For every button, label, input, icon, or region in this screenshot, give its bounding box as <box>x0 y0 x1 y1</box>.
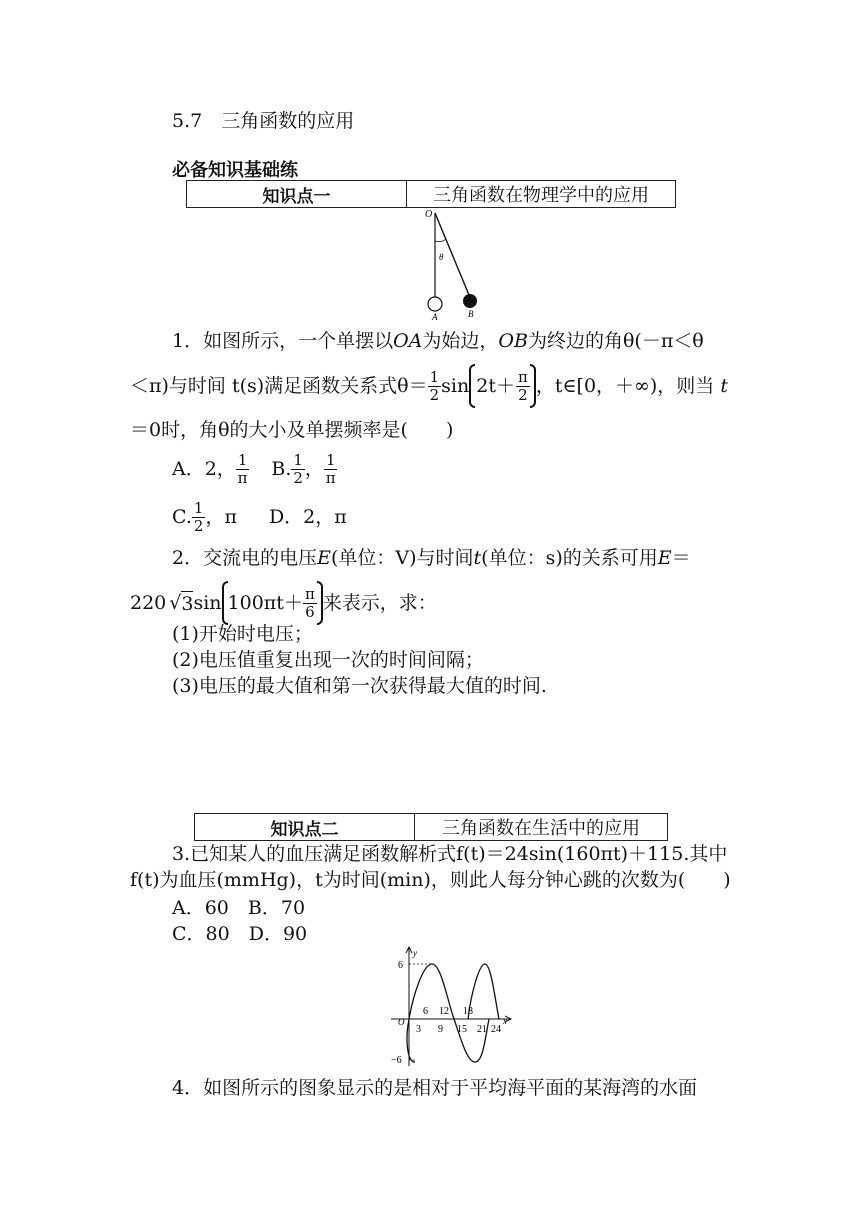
q1-left-paren <box>469 364 475 408</box>
q2-line1: 2．交流电的电压E(单位：V)与时间t(单位：s)的关系可用E＝ <box>172 547 691 569</box>
q1-line1: 1．如图所示，一个单摆以OA为始边，OB为终边的角θ(－π＜θ <box>172 330 704 352</box>
q1-half-fraction: $\frac{1}{2}$ <box>429 367 440 404</box>
q3-line1: 3.已知某人的血压满足函数解析式f(t)＝24sin(160πt)＋115.其中 <box>172 843 728 865</box>
wave-lower-tick: 9 <box>438 1024 443 1035</box>
tide-wave-figure <box>385 944 525 1069</box>
q1-option-c: C. <box>172 506 192 528</box>
pendulum-label-a: A <box>432 312 438 321</box>
section-title: 5.7 三角函数的应用 <box>172 110 355 132</box>
knowledge-topic-2: 三角函数在生活中的应用 <box>442 818 640 839</box>
knowledge-topic-1: 三角函数在物理学中的应用 <box>433 185 649 206</box>
wave-axis-x: x <box>503 1016 507 1026</box>
wave-origin: O <box>398 1017 405 1027</box>
q1-option-d: D．2，π <box>268 506 347 528</box>
q2-pi-over-6: $\frac{\pi}{6}$ <box>304 584 315 621</box>
wave-lower-tick: 24 <box>491 1024 501 1035</box>
pendulum-label-theta: θ <box>439 252 444 262</box>
q2-sub1: (1)开始时电压； <box>172 623 313 645</box>
q3-options-ab: A．60 B．70 <box>172 897 306 919</box>
wave-upper-tick: 12 <box>439 1006 449 1017</box>
q2-sub2: (2)电压值重复出现一次的时间间隔； <box>172 649 484 671</box>
wave-y-bottom: −6 <box>391 1055 402 1066</box>
wave-upper-tick: 6 <box>423 1006 428 1017</box>
q2-line2: 220 √ 3 sin 100πt＋ $\frac{\pi}{6}$ 来表示，求： <box>130 578 437 628</box>
knowledge-label-2: 知识点二 <box>195 814 415 840</box>
knowledge-box-1 <box>186 180 676 208</box>
q1-pi-over-2: $\frac{\pi}{2}$ <box>517 367 528 404</box>
q1-options-cd: C. $\frac{1}{2}$ ，π D．2，π <box>172 498 347 535</box>
wave-lower-tick: 21 <box>477 1024 487 1035</box>
q3-options-cd: C．80 D．90 <box>172 923 308 945</box>
q1-options-ab: A．2， $\frac{1}{\pi}$ B. $\frac{1}{2}$ ， $\frac{1}{\pi}$ <box>172 450 336 487</box>
wave-upper-tick: 18 <box>463 1006 473 1017</box>
wave-axis-y: y <box>413 948 417 958</box>
wave-lower-tick: 15 <box>457 1024 467 1035</box>
subtitle: 必备知识基础练 <box>172 160 298 181</box>
knowledge-label-1: 知识点一 <box>187 181 407 207</box>
knowledge-box-2 <box>194 813 668 841</box>
q1-option-b: B. <box>271 458 292 480</box>
pendulum-label-b: B <box>468 309 474 319</box>
q4-line1: 4．如图所示的图象显示的是相对于平均海平面的某海湾的水面 <box>172 1077 698 1099</box>
wave-y-top: 6 <box>398 960 403 971</box>
sqrt-icon: √ <box>169 592 182 614</box>
q1-line3: ＝0时，角θ的大小及单摆频率是( ) <box>130 419 454 441</box>
pendulum-label-o: O <box>425 209 433 220</box>
q2-sub3: (3)电压的最大值和第一次获得最大值的时间. <box>172 675 547 697</box>
q1-option-a: A．2， <box>172 458 236 480</box>
pendulum-figure <box>415 205 505 321</box>
q3-line2: f(t)为血压(mmHg)，t为时间(min)，则此人每分钟心跳的次数为( ) <box>130 869 731 891</box>
wave-lower-tick: 3 <box>416 1024 421 1035</box>
q1-line2: ＜π)与时间 t(s)满足函数关系式θ＝ $\frac{1}{2}$ sin 2t＋ $\frac{\pi}{2}$ ，t∈[0，＋∞)，则当 t <box>130 362 728 410</box>
